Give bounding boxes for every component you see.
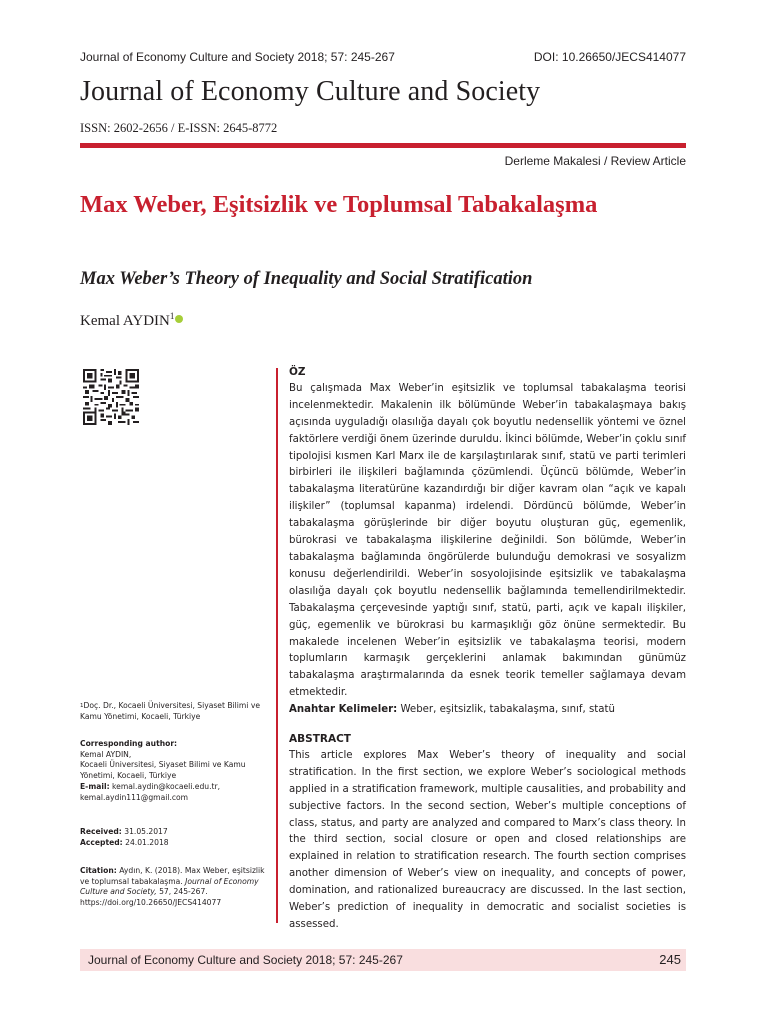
abstract-column — [289, 364, 686, 934]
keywords-value: Weber, eşitsizlik, tabakalaşma, sınıf, statü — [397, 704, 615, 716]
oz-body: Bu çalışmada Max Weber’in eşitsizlik ve toplumsal tabakalaşma teorisi incelenmektedir. Makalenin ilk bölümünde Weber’in tabakalaşmaya bakış açısında uyguladığı olasılığa dayalı çok boyutlu nedensellik yöntemi ve öznel faktörlere verdiği önem üzerinde duruldu. İkinci bölümde, Weber’in çoklu sınıf tipolojisi kısmen Karl Marx ile de karşılaştırılarak sınıf, statü ve parti terimleri birbirleri ile ilişkileri bağlamında çözümlendi. Üçüncü bölümde, Weber’in tabakalaşma literatürüne kazandırdığı bir diğer kavram olan “açık ve kapalı ilişkiler” (toplumsal kapanma) irdelendi. Dördüncü bölümde, Weber’in tabakalaşma görüşlerinde bir diğer boyutu oluşturan güç, egemenlik, bürokrasi ve tabakalaşma ilişkilerine değinildi. Son bölümde, Weber’in tabakalaşma bağlamında öngörülerde bulunduğu demokrasi ve sosyalizm konusu değerlendirildi. Weber’in sosyolojisinde eşitsizlik ve tabakalaşma olasılığa dayalı çok boyutlu nedensellik bağlamında temellendirilmektedir. Tabakalaşma çerçevesinde yaptığı sınıf, statü, parti, açık ve kapalı ilişkiler, güç, egemenlik ve bürokrasi bu karmaşıklığı göz önüne sermektedir. Bu makalede incelenen Weber’in eşitsizlik ve tabakalaşma teorisi, modern toplumların karmaşık gerçeklerini anlamak bakımından günümüz tabakalaşma araştırmalarında da esnek teorik temeller sağlamaya devam etmektedir. — [289, 382, 686, 699]
footer-journal-ref: Journal of Economy Culture and Society 2018; 57: 245-267 — [88, 953, 403, 967]
corresponding-author-label: Corresponding author: — [80, 739, 178, 748]
header-rule — [80, 143, 686, 148]
affiliation-text: Doç. Dr., Kocaeli Üniversitesi, Siyaset Bilimi ve Kamu Yönetimi, Kocaeli, Türkiye — [80, 701, 260, 721]
article-title-turkish: Max Weber, Eşitsizlik ve Toplumsal Tabakalaşma — [80, 191, 598, 218]
received-date — [80, 827, 265, 838]
dates-block — [80, 827, 265, 848]
accepted-date — [80, 838, 265, 849]
citation-journal: Journal of Economy Culture and Society, — [80, 876, 259, 897]
affiliation-note — [80, 701, 265, 722]
citation-text: Aydın, K. (2018). Max Weber, eşitsizlik ve toplumsal tabakalaşma. — [80, 866, 265, 886]
orcid-icon[interactable] — [175, 315, 183, 323]
affiliation-marker: 1 — [80, 703, 84, 709]
accepted-value: 24.01.2018 — [122, 837, 169, 847]
journal-title: Journal of Economy Culture and Society — [80, 76, 541, 107]
author-line — [80, 313, 183, 330]
keywords-label: Anahtar Kelimeler: — [289, 704, 398, 716]
email-value[interactable]: kemal.aydin@kocaeli.edu.tr, kemal.aydin111@gmail.com — [80, 781, 221, 802]
qr-code-icon — [81, 369, 141, 425]
citation-block — [80, 866, 265, 909]
oz-heading: ÖZ — [289, 366, 306, 378]
corresponding-author-name: Kemal AYDIN, — [80, 749, 132, 759]
author-affiliation-marker: 1 — [169, 311, 175, 321]
article-type: Derleme Makalesi / Review Article — [504, 154, 686, 168]
article-title-english: Max Weber’s Theory of Inequality and Social Stratification — [80, 269, 533, 289]
citation-label: Citation: — [80, 866, 117, 875]
accepted-label: Accepted: — [80, 837, 123, 847]
received-label: Received: — [80, 827, 122, 836]
corresponding-author-email — [80, 782, 265, 803]
abstract-divider — [276, 368, 278, 923]
corresponding-author-block — [80, 739, 265, 803]
abstract-heading: ABSTRACT — [289, 733, 351, 746]
running-header-doi[interactable]: DOI: 10.26650/JECS414077 — [533, 50, 686, 64]
author-name[interactable]: Kemal AYDIN — [80, 313, 170, 329]
email-label: E-mail: — [80, 781, 110, 791]
page-footer — [80, 949, 686, 971]
page-number: 245 — [659, 952, 681, 967]
abstract-body: This article explores Max Weber’s theory of inequality and social stratification. In the first section, we explore Weber’s sociological methods applied in a stratification framework, multiple causalities, and probability and subjective factors. In the second section, Weber’s multiple conceptions of class, status, and party are analyzed and compared to Marx’s class theory. In the third section, social closure or open and closed relationships are explained in relation to stratification research. The fourth section comprises another dimension of Weber’s view on inequality, and concepts of power, domination, and rationalized bureaucracy are discussed. In the last section, Weber’s prediction of inequality in democratic and socialist societies is assessed. — [289, 749, 686, 930]
running-header-journal: Journal of Economy Culture and Society 2018; 57: 245-267 — [80, 50, 395, 64]
running-header — [80, 50, 686, 68]
issn: ISSN: 2602-2656 / E-ISSN: 2645-8772 — [80, 121, 278, 135]
oz-keywords — [289, 702, 686, 719]
citation-tail[interactable]: 57, 245-267. https://doi.org/10.26650/JECS414077 — [80, 887, 222, 908]
corresponding-author-address: Kocaeli Üniversitesi, Siyaset Bilimi ve Kamu Yönetimi, Kocaeli, Türkiye — [80, 760, 246, 781]
received-value: 31.05.2017 — [121, 827, 168, 836]
